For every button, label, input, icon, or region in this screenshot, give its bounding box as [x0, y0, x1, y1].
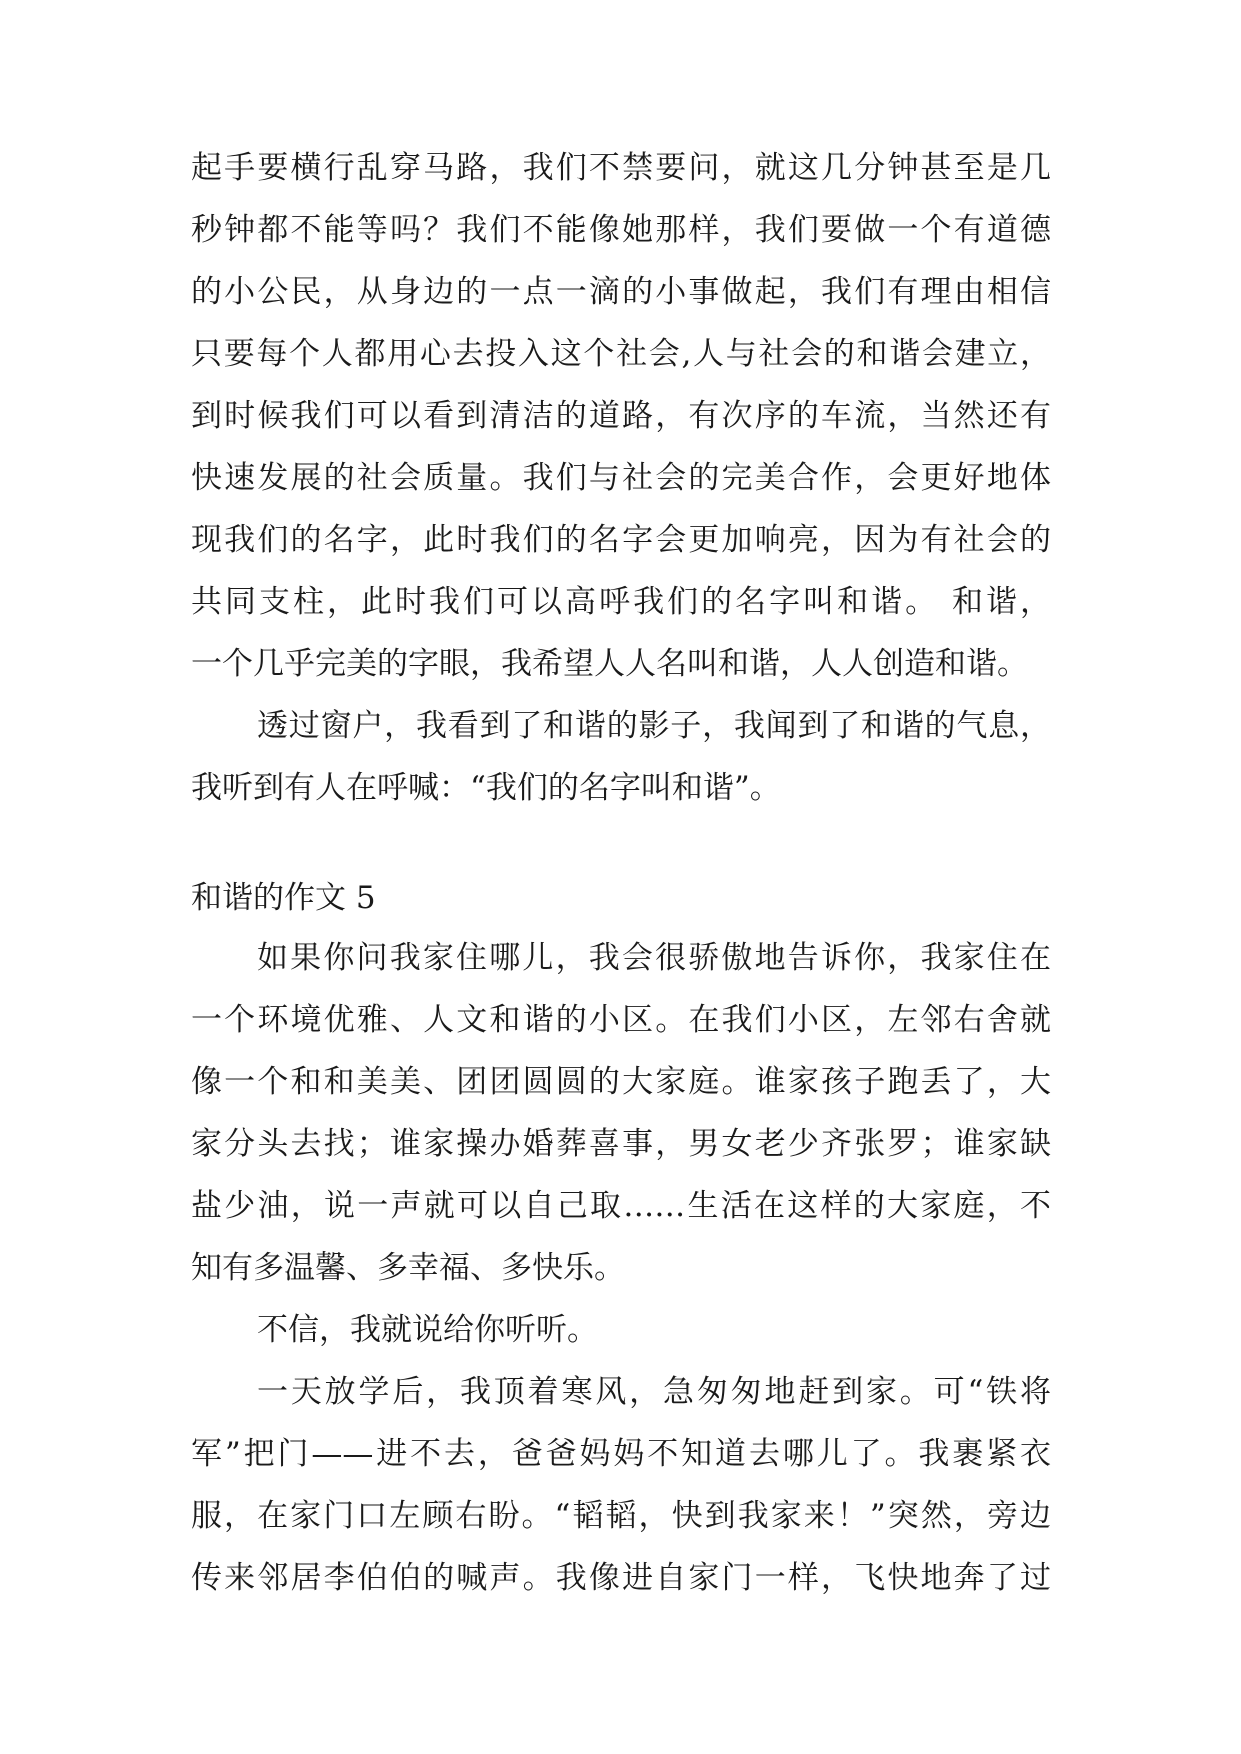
- text-line: 快速发展的社会质量。我们与社会的完美合作，会更好地体: [191, 460, 1051, 496]
- text-line: 家分头去找；谁家操办婚葬喜事，男女老少齐张罗；谁家缺: [191, 1126, 1051, 1162]
- text-line: 一天放学后，我顶着寒风，急匆匆地赶到家。可“铁将: [257, 1374, 1051, 1410]
- text-line: 透过窗户，我看到了和谐的影子，我闻到了和谐的气息，: [257, 708, 1051, 744]
- text-line: 像一个和和美美、团团圆圆的大家庭。谁家孩子跑丢了，大: [191, 1064, 1051, 1100]
- text-line: 到时候我们可以看到清洁的道路，有次序的车流，当然还有: [191, 398, 1051, 434]
- text-line: 盐少油，说一声就可以自己取……生活在这样的大家庭，不: [191, 1188, 1051, 1224]
- text-line: 知有多温馨、多幸福、多快乐。: [191, 1250, 625, 1286]
- text-line: 传来邻居李伯伯的喊声。我像进自家门一样，飞快地奔了过: [191, 1560, 1051, 1596]
- text-line: 我听到有人在呼喊：“我们的名字叫和谐”。: [191, 770, 781, 806]
- text-line: 只要每个人都用心去投入这个社会,人与社会的和谐会建立，: [191, 336, 1051, 372]
- text-line: 军”把门——进不去，爸爸妈妈不知道去哪儿了。我裹紧衣: [191, 1436, 1051, 1472]
- text-line: 一个环境优雅、人文和谐的小区。在我们小区，左邻右舍就: [191, 1002, 1051, 1038]
- text-line: 一个几乎完美的字眼，我希望人人名叫和谐，人人创造和谐。: [191, 646, 1028, 682]
- text-line: 起手要横行乱穿马路，我们不禁要问，就这几分钟甚至是几: [191, 150, 1051, 186]
- section-title: 和谐的作文 5: [191, 880, 376, 916]
- text-line: 的小公民，从身边的一点一滴的小事做起，我们有理由相信: [191, 274, 1051, 310]
- text-line: 现我们的名字，此时我们的名字会更加响亮，因为有社会的: [191, 522, 1051, 558]
- text-line: 秒钟都不能等吗？我们不能像她那样，我们要做一个有道德: [191, 212, 1051, 248]
- text-line: 如果你问我家住哪儿，我会很骄傲地告诉你，我家住在: [257, 940, 1051, 976]
- text-line: 不信，我就说给你听听。: [257, 1312, 598, 1348]
- text-line: 共同支柱，此时我们可以高呼我们的名字叫和谐。 和谐，: [191, 584, 1051, 620]
- text-line: 服，在家门口左顾右盼。“韬韬，快到我家来！”突然，旁边: [191, 1498, 1051, 1534]
